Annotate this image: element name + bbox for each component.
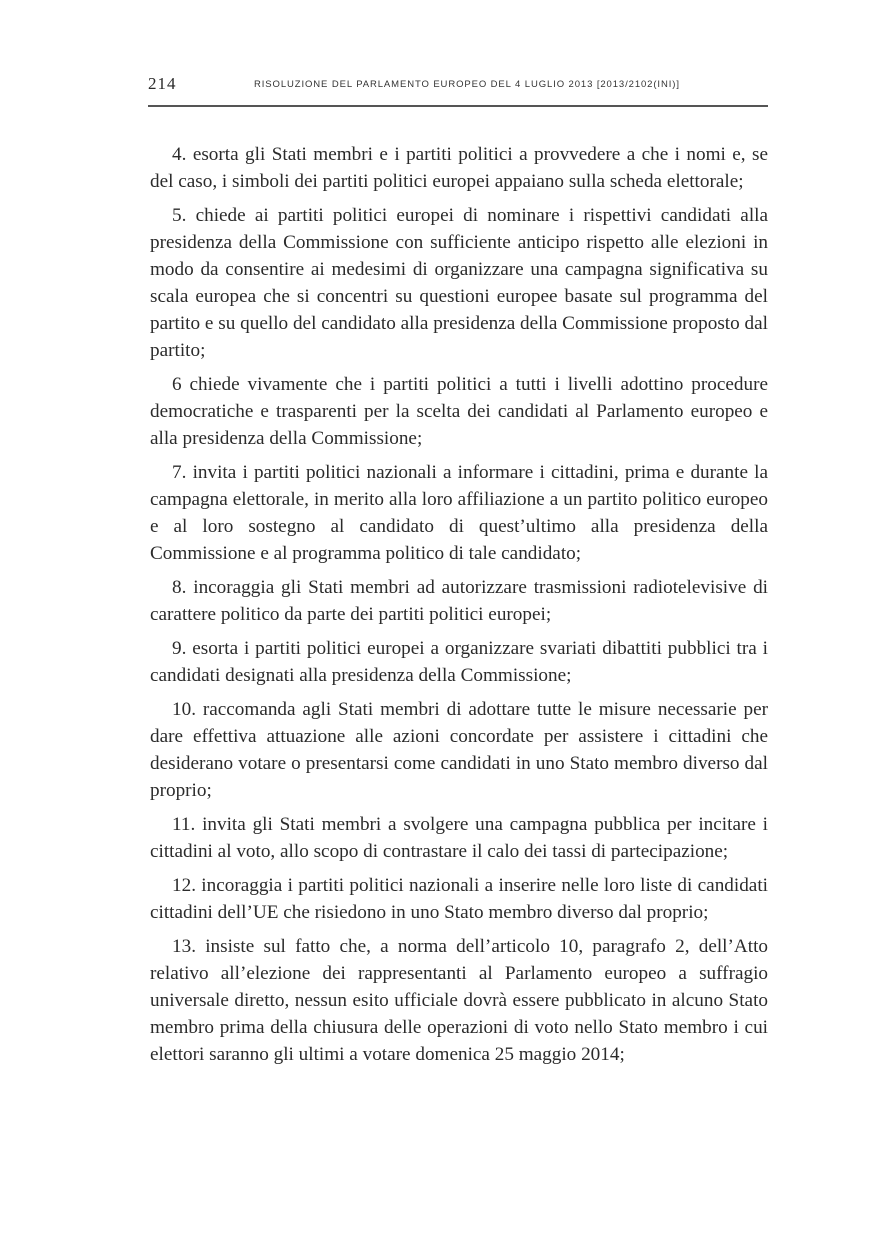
- paragraph-number: 13.: [172, 936, 196, 957]
- paragraph-number: 11.: [172, 814, 196, 835]
- paragraph-text: incoraggia gli Stati membri ad autorizzare trasmissioni radiotelevisive di carattere politico da parte dei partiti politici europei;: [150, 577, 769, 625]
- document-body: [150, 141, 768, 1075]
- paragraph-12: [150, 872, 768, 926]
- paragraph-number: 8.: [172, 577, 187, 598]
- paragraph-7: [150, 459, 768, 567]
- paragraph-8: [150, 574, 768, 628]
- paragraph-text: raccomanda agli Stati membri di adottare tutte le misure necessarie per dare effettiva attuazione alle azioni concordate per assistere i cittadini che desiderano votare o presentarsi come candidati in uno Stato membro diverso dal proprio;: [150, 699, 769, 801]
- paragraph-number: 6: [172, 374, 182, 395]
- paragraph-5: [150, 202, 768, 364]
- paragraph-9: [150, 635, 768, 689]
- paragraph-13: [150, 933, 768, 1068]
- page-number: 214: [148, 74, 177, 93]
- header-rule: [148, 105, 768, 107]
- paragraph-text: chiede ai partiti politici europei di nominare i rispettivi candidati alla presidenza della Commissione con sufficiente anticipo rispetto alle elezioni in modo da consentire ai medesimi di organizzare una campagna significativa su scala europea che si concentri su questioni europee basate sul programma del partito e su quello del candidato alla presidenza della Commissione proposto dal partito;: [150, 205, 769, 361]
- paragraph-text: incoraggia i partiti politici nazionali a inserire nelle loro liste di candidati cittadini dell’UE che risiedono in uno Stato membro diverso dal proprio;: [150, 875, 768, 923]
- paragraph-11: [150, 811, 768, 865]
- paragraph-number: 10.: [172, 699, 196, 720]
- paragraph-number: 9.: [172, 638, 187, 659]
- paragraph-text: invita i partiti politici nazionali a informare i cittadini, prima e durante la campagna elettorale, in merito alla loro affiliazione a un partito politico europeo e al loro sostegno al candidato di quest’ultimo alla presidenza della Commissione e al programma politico di tale candidato;: [150, 462, 769, 564]
- paragraph-text: invita gli Stati membri a svolgere una campagna pubblica per incitare i cittadini al voto, allo scopo di contrastare il calo dei tassi di partecipazione;: [150, 814, 769, 862]
- paragraph-6: [150, 371, 768, 452]
- paragraph-text: esorta i partiti politici europei a organizzare svariati dibattiti pubblici tra i candidati designati alla presidenza della Commissione;: [150, 638, 768, 686]
- paragraph-text: insiste sul fatto che, a norma dell’articolo 10, paragrafo 2, dell’Atto relativo all’elezione dei rappresentanti al Parlamento europeo a suffragio universale diretto, nessun esito ufficiale dovrà essere pubblicato in alcuno Stato membro prima della chiusura delle operazioni di voto nello Stato membro i cui elettori saranno gli ultimi a votare domenica 25 maggio 2014;: [150, 936, 768, 1065]
- paragraph-number: 5.: [172, 205, 187, 226]
- paragraph-number: 7.: [172, 462, 187, 483]
- paragraph-number: 4.: [172, 144, 187, 165]
- page-header: [148, 74, 768, 98]
- paragraph-10: [150, 696, 768, 804]
- running-title: RISOLUZIONE DEL PARLAMENTO EUROPEO DEL 4 LUGLIO 2013 [2013/2102(INI)]: [254, 79, 680, 90]
- paragraph-number: 12.: [172, 875, 196, 896]
- paragraph-text: chiede vivamente che i partiti politici a tutti i livelli adottino procedure democratiche e trasparenti per la scelta dei candidati al Parlamento europeo e alla presidenza della Commissione;: [150, 374, 768, 449]
- paragraph-4: [150, 141, 768, 195]
- paragraph-text: esorta gli Stati membri e i partiti politici a provvedere a che i nomi e, se del caso, i simboli dei partiti politici europei appaiano sulla scheda elettorale;: [150, 144, 768, 192]
